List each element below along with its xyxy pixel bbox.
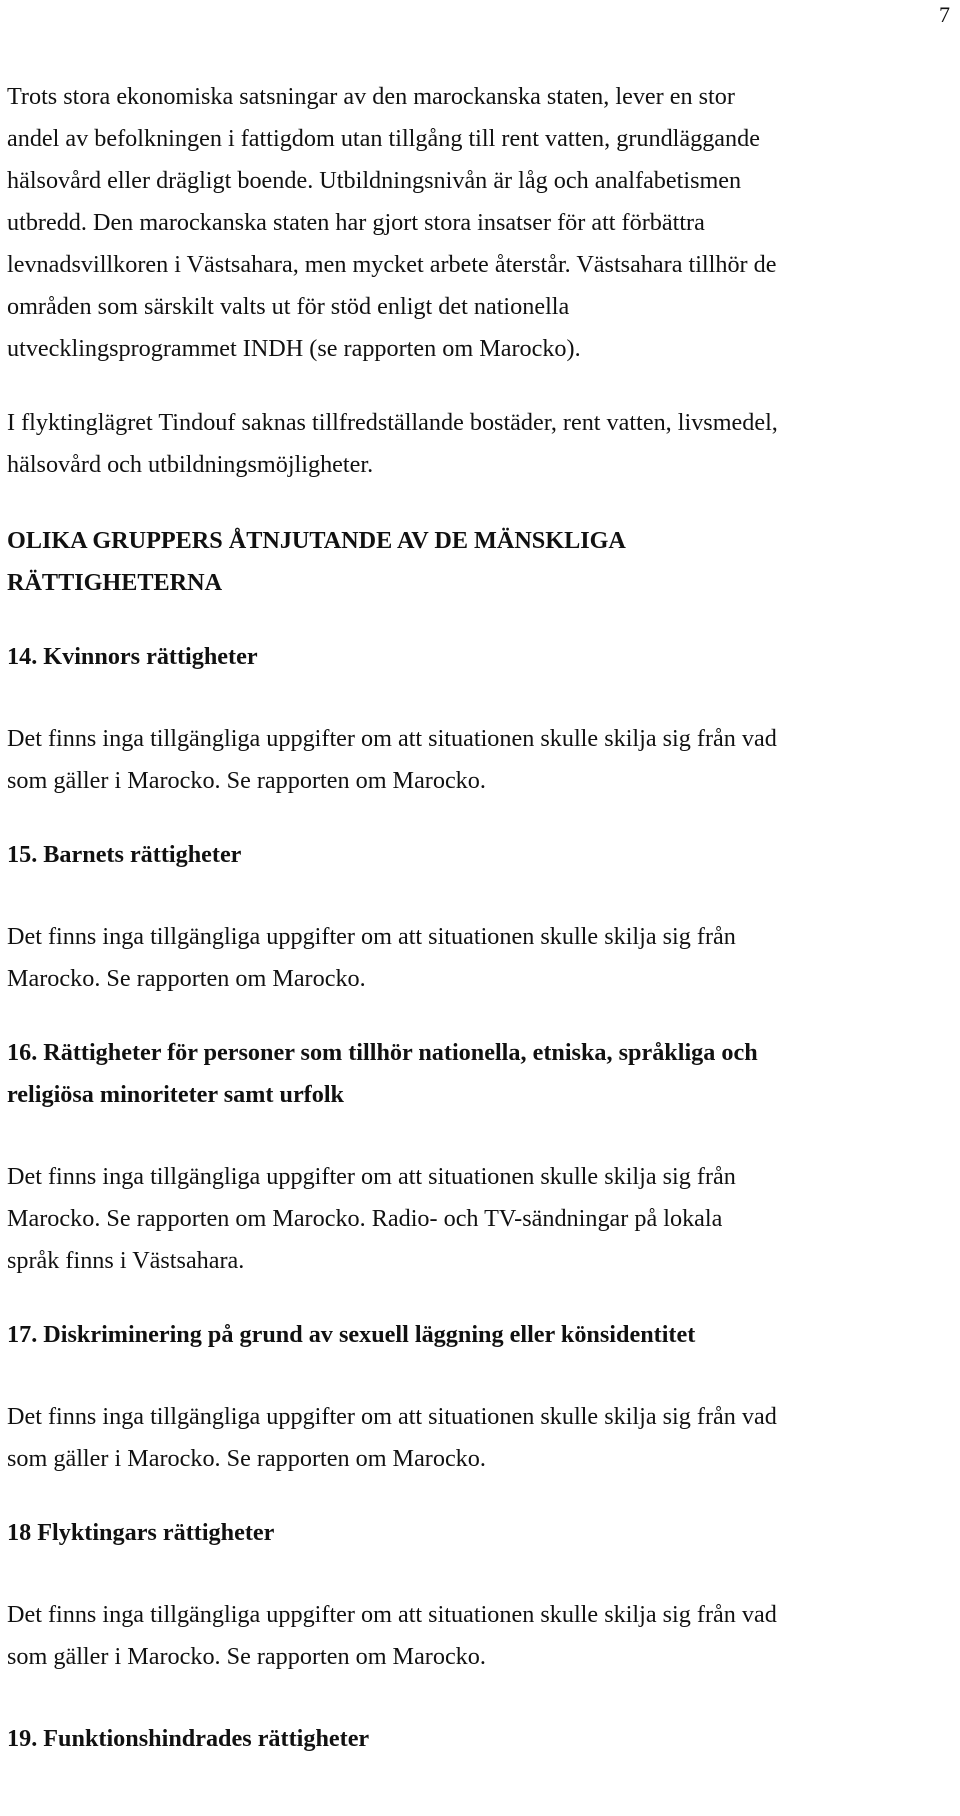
text-line: utvecklingsprogrammet INDH (se rapporten om Marocko). [7,335,581,362]
section-heading-18 [7,1512,952,1554]
text-line: hälsovård eller drägligt boende. Utbildningsnivån är låg och analfabetismen [7,167,742,194]
text-line: Det finns inga tillgängliga uppgifter om att situationen skulle skilja sig från [7,1163,736,1190]
document-body [7,76,952,1760]
heading-line: 19. Funktionshindrades rättigheter [7,1725,370,1752]
heading-line: 18 Flyktingars rättigheter [7,1519,275,1546]
section-body-18 [7,1594,952,1678]
heading-line: 14. Kvinnors rättigheter [7,643,258,670]
heading-line: 16. Rättigheter för personer som tillhör nationella, etniska, språkliga och [7,1039,758,1066]
heading-line: RÄTTIGHETERNA [7,569,223,596]
section-body-17 [7,1396,952,1480]
text-line: andel av befolkningen i fattigdom utan tillgång till rent vatten, grundläggande [7,125,760,152]
text-line: Det finns inga tillgängliga uppgifter om att situationen skulle skilja sig från vad [7,725,777,752]
section-body-14 [7,718,952,802]
text-line: Trots stora ekonomiska satsningar av den marockanska staten, lever en stor [7,83,735,110]
section-body-15 [7,916,952,1000]
intro-paragraph-2 [7,402,952,486]
section-body-16 [7,1156,952,1282]
text-line: levnadsvillkoren i Västsahara, men mycket arbete återstår. Västsahara tillhör de [7,251,777,278]
text-line: Det finns inga tillgängliga uppgifter om att situationen skulle skilja sig från vad [7,1403,777,1430]
heading-line: 17. Diskriminering på grund av sexuell läggning eller könsidentitet [7,1321,696,1348]
section-heading-15 [7,834,952,876]
heading-line: religiösa minoriteter samt urfolk [7,1081,344,1108]
text-line: hälsovård och utbildningsmöjligheter. [7,451,374,478]
text-line: Det finns inga tillgängliga uppgifter om att situationen skulle skilja sig från [7,923,736,950]
text-line: Det finns inga tillgängliga uppgifter om att situationen skulle skilja sig från vad [7,1601,777,1628]
section-heading-19 [7,1718,952,1760]
text-line: som gäller i Marocko. Se rapporten om Marocko. [7,767,486,794]
text-line: Marocko. Se rapporten om Marocko. [7,965,366,992]
text-line: Marocko. Se rapporten om Marocko. Radio- och TV-sändningar på lokala [7,1205,723,1232]
text-line: som gäller i Marocko. Se rapporten om Marocko. [7,1445,486,1472]
main-heading [7,520,952,604]
text-line: utbredd. Den marockanska staten har gjort stora insatser för att förbättra [7,209,705,236]
section-heading-14 [7,636,952,678]
section-heading-16 [7,1032,952,1116]
section-heading-17 [7,1314,952,1356]
text-line: språk finns i Västsahara. [7,1247,245,1274]
heading-line: 15. Barnets rättigheter [7,841,242,868]
text-line: I flyktinglägret Tindouf saknas tillfredställande bostäder, rent vatten, livsmedel, [7,409,778,436]
heading-line: OLIKA GRUPPERS ÅTNJUTANDE AV DE MÄNSKLIGA [7,527,626,554]
text-line: som gäller i Marocko. Se rapporten om Marocko. [7,1643,486,1670]
text-line: områden som särskilt valts ut för stöd enligt det nationella [7,293,570,320]
page-number: 7 [939,2,950,27]
intro-paragraph-1 [7,76,952,370]
